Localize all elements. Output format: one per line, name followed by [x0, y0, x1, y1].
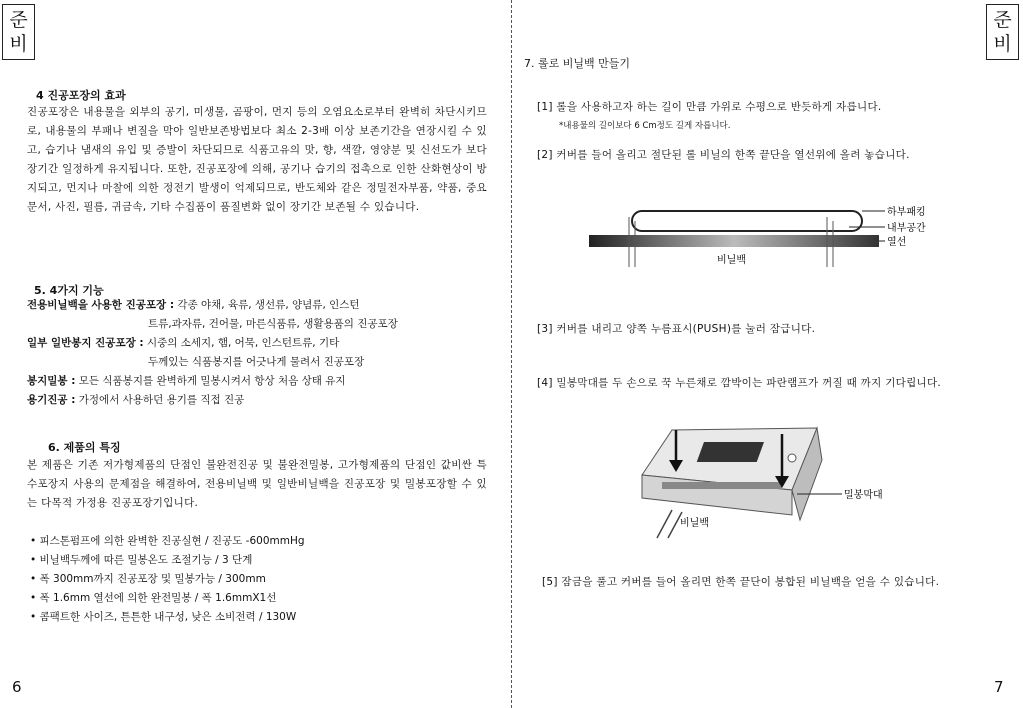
function-4-label: 용기진공 :: [27, 394, 76, 406]
feature-bullet-1: • 피스톤펌프에 의한 완벽한 진공실현 / 진공도 -600mmHg: [30, 535, 305, 547]
function-2-cont: 두께있는 식품봉지를 어긋나게 물려서 진공포장: [148, 356, 365, 368]
tab-char-1: 준: [9, 9, 28, 31]
step-1-note: *내용물의 길이보다 6 Cm정도 길게 자릅니다.: [559, 121, 731, 131]
step-3: [3] 커버를 내리고 양쪽 누름표시(PUSH)를 눌러 잠급니다.: [537, 323, 816, 335]
function-1-text: 각종 야채, 육류, 생선류, 양념류, 인스턴: [174, 299, 360, 311]
section-6-heading: 6. 제품의 특징: [48, 441, 121, 454]
step-5: [5] 잠금을 풀고 커버를 들어 올리면 한쪽 끝단이 봉합된 비닐백을 얻을 수 있습니다.: [542, 576, 940, 588]
heat-wire-diagram: [587, 197, 977, 269]
function-3-label: 봉지밀봉 :: [27, 375, 76, 387]
function-1: [27, 296, 360, 315]
step-1: [1] 롤을 사용하고자 하는 길이 만큼 가위로 수평으로 반듯하게 자릅니다.: [537, 101, 882, 113]
section-7-heading: 7. 롤로 비닐백 만들기: [524, 57, 630, 70]
page-number-left: 6: [12, 678, 22, 696]
section-5-heading: 5. 4가지 기능: [34, 284, 104, 297]
tab-char-1: 준: [993, 9, 1012, 31]
step-2: [2] 커버를 들어 올리고 절단된 롤 비닐의 한쪽 끝단을 열선위에 올려 놓습니다.: [537, 149, 910, 161]
left-page: [0, 0, 511, 708]
tab-char-2: 비: [9, 33, 28, 55]
label-heat-wire: 열선: [887, 237, 907, 248]
function-4-text: 가정에서 사용하던 용기를 직접 진공: [75, 394, 245, 406]
feature-bullet-3: • 폭 300mm까지 진공포장 및 밀봉가능 / 300mm: [30, 573, 266, 585]
page-number-right: 7: [994, 678, 1004, 696]
sealer-illustration: [632, 420, 932, 540]
function-1-label: 전용비닐백을 사용한 진공포장 :: [27, 299, 175, 311]
sealing-bar: [662, 482, 782, 489]
label-vinyl-bag-2: 비닐백: [680, 518, 709, 529]
label-sealing-bar: 밀봉막대: [844, 490, 883, 501]
control-panel: [697, 442, 764, 462]
label-lower-packing: 하부패킹: [887, 207, 926, 218]
right-page: [512, 0, 1023, 708]
lamp-icon: [788, 454, 796, 462]
function-4: [27, 391, 244, 410]
section-tab: [2, 4, 35, 60]
function-1-cont: 트류,과자류, 건어물, 마른식품류, 생활용품의 진공포장: [148, 318, 398, 330]
tab-char-2: 비: [993, 33, 1012, 55]
function-2-text: 시중의 소세지, 햄, 어묵, 인스턴트류, 기타: [143, 337, 340, 349]
step-4: [4] 밀봉막대를 두 손으로 꾹 누른채로 깜박이는 파란램프가 꺼질 때 까지 기다립니다.: [537, 377, 942, 389]
section-6-body: 본 제품은 기존 저가형제품의 단점인 불완전진공 및 불완전밀봉, 고가형제품의 단점인 값비싼 특수포장지 사용의 문제점을 해결하여, 전용비닐백 및 일반비닐백을 진공포장 및 밀봉포장할 수 있는 다목적 가정용 진공포장기입니다.: [27, 459, 487, 509]
label-vinyl-bag: 비닐백: [717, 255, 746, 266]
section-4-body: 진공포장은 내용물을 외부의 공기, 미생물, 곰팡이, 먼지 등의 오염요소로부터 완벽히 차단시키므로, 내용물의 부패나 변질을 막아 일반보존방법보다 최소 2-3배 이상 보존기간을 연장시킬 수 있고, 습기나 냄새의 유입 및 증발이 차단되므로 식품고유의 맛, 향, 색깔, 영양분 및 신선도가 보다 장기간 일정하게 유지됩니다. 또한, 진공포장에 의해, 공기나 습기의 접촉으로 인한 산화현상이 방지되고, 먼지나 마찰에 의한 정전기 발생이 억제되므로, 반도체와 같은 정밀전자부품, 약품, 중요문서, 사진, 필름, 귀금속, 기타 수집품이 품질변화 없이 장기간 보존될 수 있습니다.: [27, 106, 487, 213]
function-3-text: 모든 식품봉지를 완벽하게 밀봉시켜서 항상 처음 상태 유지: [75, 375, 346, 387]
section-tab-right: [986, 4, 1019, 60]
heat-wire-bar: [589, 235, 879, 247]
feature-bullet-2: • 비닐백두께에 따른 밀봉온도 조절기능 / 3 단계: [30, 554, 253, 566]
function-2: [27, 334, 339, 353]
feature-bullet-4: • 폭 1.6mm 열선에 의한 완전밀봉 / 폭 1.6mmX1선: [30, 592, 277, 604]
section-4-heading: 4 진공포장의 효과: [36, 89, 126, 102]
feature-bullet-5: • 콤팩트한 사이즈, 튼튼한 내구성, 낮은 소비전력 / 130W: [30, 611, 297, 623]
function-2-label: 일부 일반봉지 진공포장 :: [27, 337, 144, 349]
label-inner-space: 내부공간: [887, 223, 926, 234]
function-3: [27, 372, 346, 391]
